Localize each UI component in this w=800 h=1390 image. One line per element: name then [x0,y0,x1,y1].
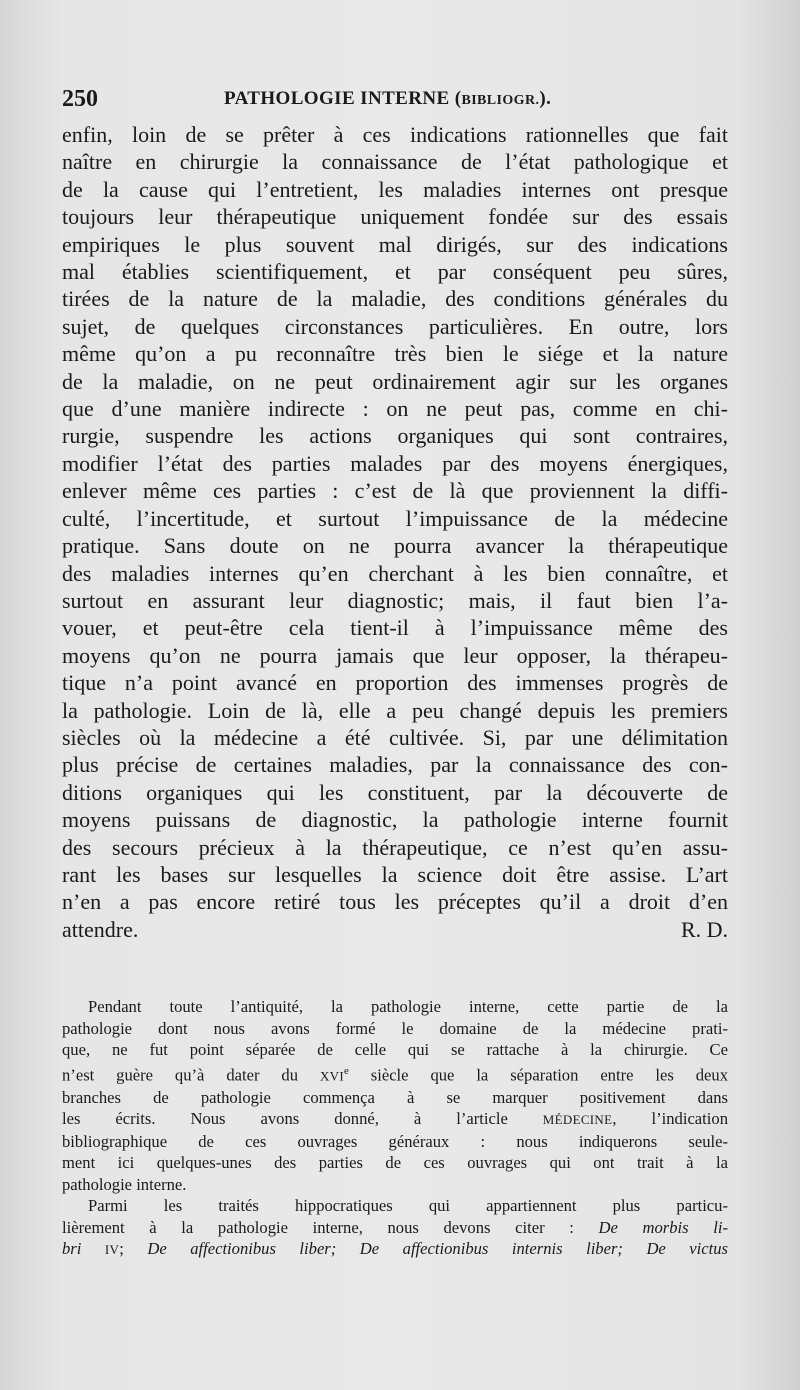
text-line: ditions organiques qui les constituent, par la découverte de [62,779,728,805]
text-line: toujours leur thérapeutique uniquement fondée sur des essais [62,204,728,230]
footnote-line [62,1152,728,1174]
text-line: rant les bases sur lesquelles la science doit être assise. L’art [62,861,728,887]
text-line: pratique. Sans doute on ne pourra avancer la thérapeutique [62,533,728,559]
footnote-line [62,1174,728,1196]
footnote-segment: pathologie interne. [62,1174,187,1194]
author-signature: R. D. [680,916,728,942]
text-line: culté, l’incertitude, et surtout l’impuissance de la médecine [62,505,728,531]
footnote-line [62,1131,728,1153]
footnote-line [62,996,728,1018]
text-line: des secours précieux à la thérapeutique, ce n’est qu’en assu- [62,834,728,860]
text-line: vouer, et peut-être cela tient-il à l’impuissance même des [62,615,728,641]
text-line: tique n’a point avancé en proportion des immenses progrès de [62,670,728,696]
footnote-segment: , l’indication [612,1109,728,1129]
running-head-small: BIBLIOGR. [461,93,540,108]
main-text [62,121,728,943]
footnote-segment: Parmi les traités hippocratiques qui appartiennent plus particu- [88,1196,728,1216]
text-line: que d’une manière indirecte : on ne peut pas, comme en chi- [62,396,728,422]
footnote-paragraph [62,1195,728,1261]
footnote-line [62,1018,728,1040]
footnote-segment: lièrement à la pathologie interne, nous devons citer : [62,1217,599,1237]
text-line: enlever même ces parties : c’est de là que proviennent la diffi- [62,478,728,504]
footnote-paragraph [62,996,728,1195]
closing-line [62,916,728,943]
footnote-segment: n’est guère qu’à dater du [62,1065,320,1085]
text-line: la pathologie. Loin de là, elle a peu changé depuis les premiers [62,697,728,723]
running-head [224,88,551,110]
footnote-segment: les écrits. Nous avons donné, à l’article [62,1109,543,1129]
text-line: mal établies scientifiquement, et par conséquent peu sûres, [62,259,728,285]
text-line: moyens qu’on ne pourra jamais que leur opposer, la thérapeu- [62,642,728,668]
text-line: surtout en assurant leur diagnostic; mais, il faut bien l’a- [62,587,728,613]
footnote-segment: De affectionibus liber; De affectionibus internis liber; De victus [147,1239,729,1259]
footnote-segment [81,1239,105,1258]
footnote-segment: bri [62,1239,82,1259]
footnote-line [62,1061,728,1087]
page-number: 250 [62,86,98,112]
text-line: même qu’on a pu reconnaître très bien le siége et la nature [62,341,728,367]
page-header [62,86,742,116]
footnote-segment: ; [119,1239,148,1259]
footnote-segment: que, ne fut point séparée de celle qui se rattache à la chirurgie. Ce [62,1040,728,1059]
footnote-segment: ment ici quelques-unes des parties de ces ouvrages qui ont trait à la [62,1153,728,1173]
text-line: siècles où la médecine a été cultivée. Si, par une délimitation [62,724,728,750]
footnote-segment: branches de pathologie commença à se marquer positivement dans [62,1087,728,1107]
text-line: rurgie, suspendre les actions organiques qui sont contraires, [62,423,728,449]
running-head-end: ). [539,88,552,109]
footnote-line [62,1238,728,1261]
footnote-line [62,1195,728,1217]
footnote-segment: Pendant toute l’antiquité, la pathologie interne, cette partie de la [88,997,728,1016]
footnote-segment: siècle que la séparation entre les deux [348,1065,729,1085]
text-line: modifier l’état des parties malades par des moyens énergiques, [62,450,728,476]
text-line: n’en a pas encore retiré tous les préceptes qu’il a droit d’en [62,889,728,915]
footnote-segment: bibliographique de ces ouvrages généraux : nous indiquerons seule- [62,1131,728,1151]
footnote-segment: De morbis li- [598,1217,729,1237]
footnote-segment: MÉDECINE [542,1112,613,1128]
running-head-main: PATHOLOGIE INTERNE ( [224,88,462,109]
footnote-segment: IV [104,1242,120,1258]
text-line: enfin, loin de se prêter à ces indications rationnelles que fait [62,122,728,147]
footnote-line [62,1087,728,1109]
footnote-line [62,1108,728,1131]
text-line: plus précise de certaines maladies, par la connaissance des con- [62,752,728,778]
text-line: naître en chirurgie la connaissance de l’état pathologique et [62,149,728,175]
text-line: tirées de la nature de la maladie, des conditions générales du [62,286,728,312]
footnote-segment: pathologie dont nous avons formé le domaine de la médecine prati- [62,1018,728,1038]
text-line: sujet, de quelques circonstances particulières. En outre, lors [62,313,728,339]
text-line: de la cause qui l’entretient, les maladies internes ont presque [62,176,728,202]
footnotes [62,996,728,1261]
footnote-segment: XVI [319,1068,344,1084]
text-line: moyens puissans de diagnostic, la pathologie interne fournit [62,807,728,833]
text-line: de la maladie, on ne peut ordinairement agir sur les organes [62,368,728,394]
text-line: des maladies internes qu’en cherchant à les bien connaître, et [62,560,728,586]
footnote-line [62,1039,728,1061]
text-line: empiriques le plus souvent mal dirigés, sur des indications [62,231,728,257]
footnote-line [62,1217,728,1239]
text-line-last: attendre. [62,916,139,942]
footnote-segment: e [343,1064,349,1077]
